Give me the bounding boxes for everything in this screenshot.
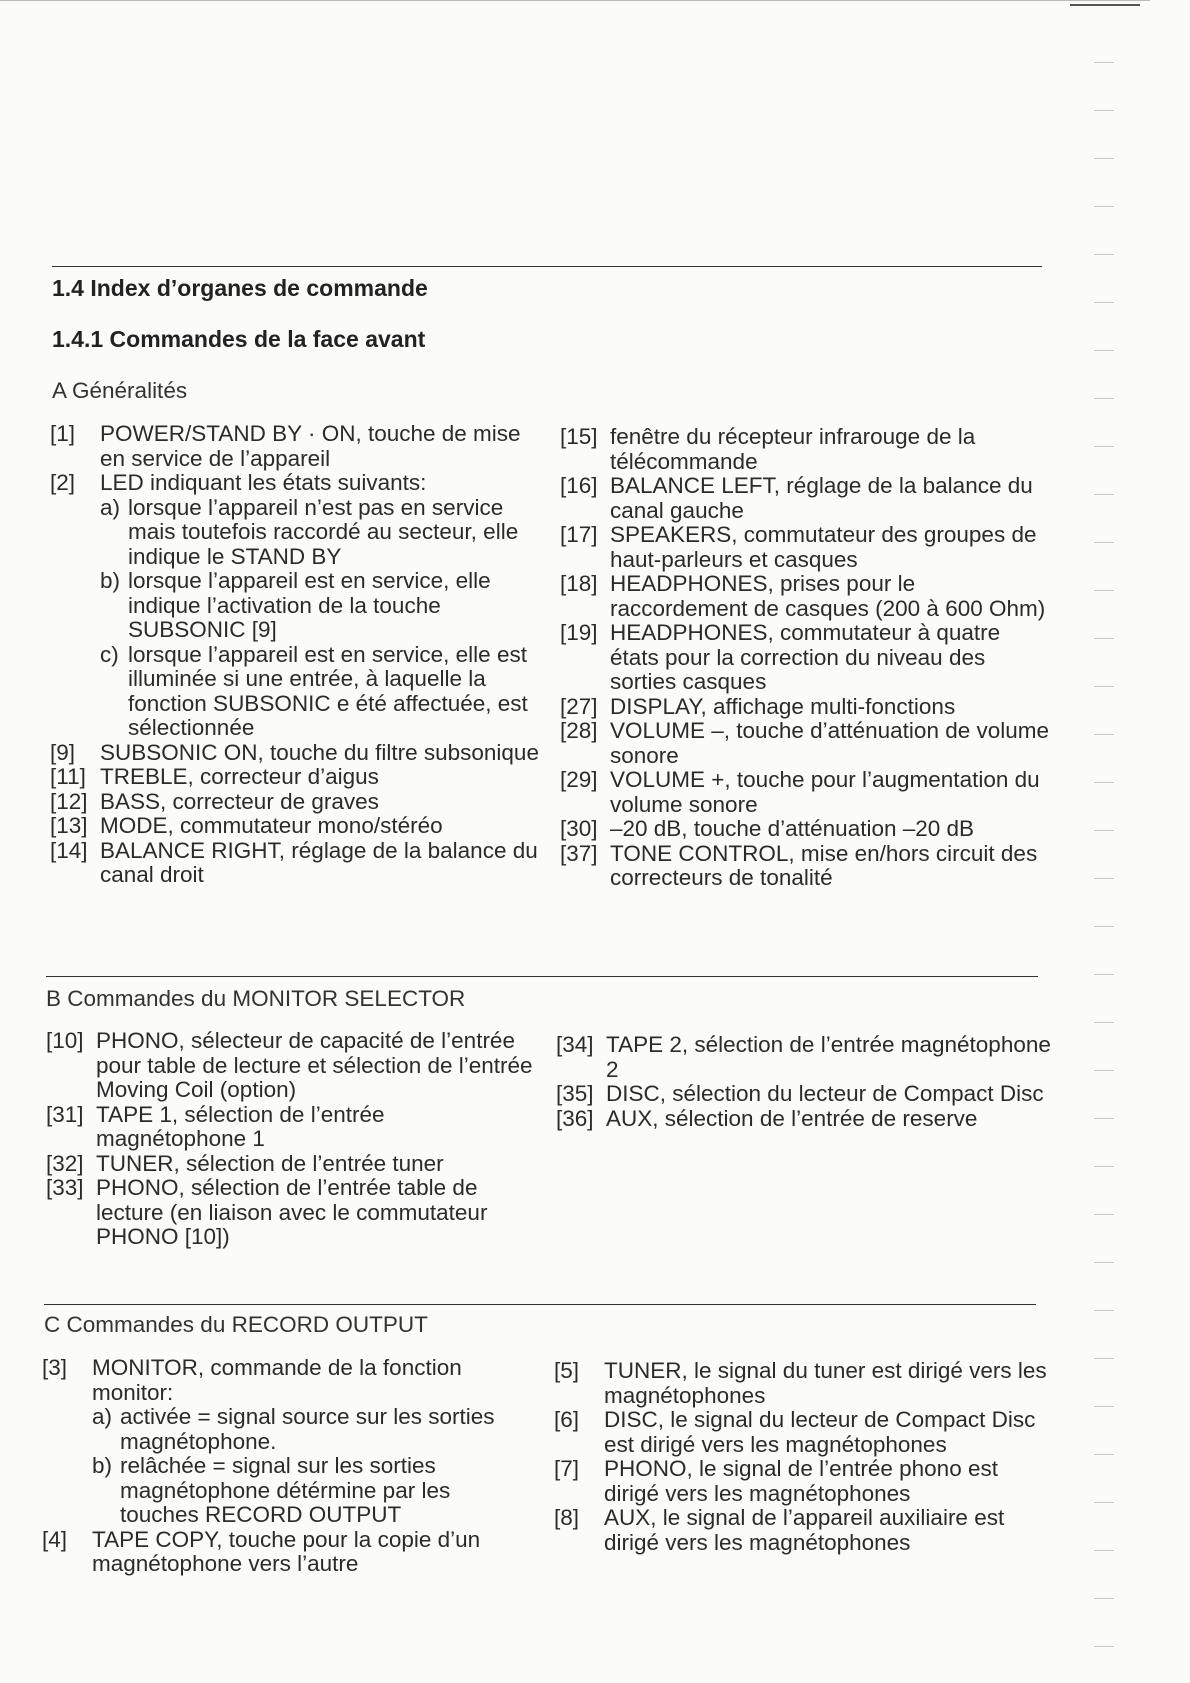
item-text: TUNER, le signal du tuner est dirigé vers les magnétophones	[604, 1358, 1047, 1408]
margin-tick	[1094, 158, 1114, 159]
list-item	[560, 695, 1055, 720]
item-text: TUNER, sélection de l’entrée tuner	[96, 1150, 444, 1176]
section-b-title: B Commandes du MONITOR SELECTOR	[46, 986, 466, 1011]
item-text: DISC, le signal du lecteur de Compact Disc est dirigé vers les magnétophones	[604, 1407, 1036, 1457]
item-text: AUX, sélection de l’entrée de reserve	[606, 1105, 978, 1131]
item-number: [19]	[560, 620, 598, 645]
list-item	[50, 765, 540, 790]
item-text: HEADPHONES, commutateur à quatre états pour la correction du niveau des sorties casques	[610, 620, 1001, 694]
item-text: PHONO, sélecteur de capacité de l’entrée pour table de lecture et sélection de l’entrée Moving Coil (option)	[96, 1028, 533, 1102]
list-item	[42, 1356, 532, 1528]
item-number: [14]	[50, 837, 88, 863]
item-number: [9]	[50, 739, 76, 765]
sub-item-text: lorsque l’appareil n’est pas en service mais toutefois raccordé au secteur, elle indique le STAND BY	[128, 494, 519, 569]
list-item	[560, 817, 1055, 842]
list-item	[46, 1029, 536, 1103]
item-text: MONITOR, commande de la fonction monitor:	[92, 1355, 462, 1405]
margin-tick	[1094, 638, 1114, 639]
sub-item-label: c)	[100, 641, 119, 667]
item-number: [1]	[50, 421, 76, 446]
item-number: [35]	[556, 1081, 594, 1106]
list-item	[560, 572, 1055, 621]
sub-item	[92, 1405, 532, 1454]
sub-item-label: b)	[100, 568, 121, 593]
item-text: DISC, sélection du lecteur de Compact Disc	[606, 1081, 1044, 1106]
list-item	[560, 523, 1055, 572]
item-number: [5]	[554, 1358, 580, 1383]
section-c-left-column	[42, 1356, 532, 1577]
item-text: fenêtre du récepteur infrarouge de la télécommande	[610, 424, 976, 474]
item-number: [13]	[50, 813, 88, 838]
section-b-left-column	[46, 1029, 536, 1250]
item-text: HEADPHONES, prises pour le raccordement de casques (200 à 600 Ohm)	[610, 571, 1046, 621]
margin-tick	[1094, 1310, 1114, 1311]
margin-tick	[1094, 1454, 1114, 1455]
item-number: [3]	[42, 1355, 68, 1380]
list-item	[560, 842, 1055, 891]
margin-tick	[1094, 878, 1114, 879]
section-b-right-column	[556, 1033, 1051, 1131]
list-item	[50, 790, 540, 815]
list-item	[554, 1408, 1049, 1457]
list-item	[556, 1033, 1051, 1082]
section-a-left-column	[50, 422, 540, 888]
sub-item-label: b)	[92, 1453, 113, 1478]
section-title: 1.4.1 Commandes de la face avant	[52, 326, 426, 352]
item-number: [36]	[556, 1105, 594, 1131]
margin-tick	[1094, 494, 1114, 495]
margin-tick	[1094, 1502, 1114, 1503]
item-text: SPEAKERS, commutateur des groupes de haut-parleurs et casques	[610, 522, 1037, 572]
item-text: DISPLAY, affichage multi-fonctions	[610, 693, 956, 719]
item-text: TAPE 1, sélection de l’entrée magnétophone 1	[96, 1101, 385, 1151]
list-item	[46, 1103, 536, 1152]
item-number: [31]	[46, 1101, 84, 1127]
sub-item-text: lorsque l’appareil est en service, elle est illuminée si une entrée, à laquelle la fonction SUBSONIC e été affectuée, est sélectionnée	[128, 641, 528, 740]
item-number: [33]	[46, 1175, 84, 1200]
sub-item	[100, 496, 540, 570]
list-item	[50, 814, 540, 839]
item-number: [15]	[560, 424, 598, 449]
section-a-title: A Généralités	[52, 378, 188, 403]
item-number: [11]	[50, 764, 86, 789]
margin-tick	[1094, 1598, 1114, 1599]
margin-tick	[1094, 62, 1114, 63]
section-c-right-column	[554, 1359, 1049, 1555]
item-number: [29]	[560, 767, 598, 792]
margin-tick	[1094, 782, 1114, 783]
margin-tick	[1094, 1166, 1114, 1167]
list-item	[50, 741, 540, 766]
sub-item-text: activée = signal source sur les sorties magnétophone.	[120, 1404, 495, 1454]
item-number: [17]	[560, 522, 598, 547]
item-number: [6]	[554, 1407, 580, 1432]
list-item	[556, 1082, 1051, 1107]
list-item	[560, 621, 1055, 695]
section-c-rule	[44, 1304, 1036, 1305]
margin-tick	[1094, 110, 1114, 111]
item-number: [34]	[556, 1032, 594, 1057]
sub-item-text: relâchée = signal sur les sorties magnétophone détérmine par les touches RECORD OUTPUT	[120, 1453, 451, 1527]
list-item	[46, 1152, 536, 1177]
item-number: [12]	[50, 788, 88, 814]
heading-rule	[52, 266, 1042, 267]
item-text: –20 dB, touche d’atténuation –20 dB	[610, 816, 975, 841]
item-text: BASS, correcteur de graves	[100, 788, 379, 814]
margin-tick	[1094, 1070, 1114, 1071]
list-item	[46, 1176, 536, 1250]
item-number: [27]	[560, 693, 598, 719]
item-text: TREBLE, correcteur d’aigus	[100, 764, 379, 789]
list-item	[560, 425, 1055, 474]
margin-tick	[1094, 350, 1114, 351]
item-text: TAPE COPY, touche pour la copie d’un magnétophone vers l’autre	[92, 1526, 481, 1576]
item-number: [30]	[560, 816, 598, 841]
item-text: BALANCE LEFT, réglage de la balance du canal gauche	[610, 473, 1033, 523]
margin-tick	[1094, 590, 1114, 591]
item-text: LED indiquant les états suivants:	[100, 470, 427, 495]
item-number: [37]	[560, 840, 598, 866]
margin-tick	[1094, 1406, 1114, 1407]
list-item	[50, 839, 540, 888]
margin-tick	[1094, 1118, 1114, 1119]
section-a-right-column	[560, 425, 1055, 891]
margin-tick	[1094, 974, 1114, 975]
margin-tick	[1094, 302, 1114, 303]
margin-tick	[1094, 1022, 1114, 1023]
item-number: [28]	[560, 718, 598, 743]
margin-tick	[1094, 1262, 1114, 1263]
item-text: TONE CONTROL, mise en/hors circuit des correcteurs de tonalité	[610, 840, 1038, 890]
item-number: [8]	[554, 1505, 580, 1530]
item-text: VOLUME –, touche d’atténuation de volume sonore	[610, 718, 1050, 768]
list-item	[50, 471, 540, 741]
item-number: [32]	[46, 1150, 84, 1176]
list-item	[50, 422, 540, 471]
item-number: [7]	[554, 1456, 580, 1481]
sub-item	[100, 569, 540, 643]
margin-ticks	[1094, 0, 1114, 1683]
sub-item	[92, 1454, 532, 1528]
margin-tick	[1094, 542, 1114, 543]
item-text: PHONO, sélection de l’entrée table de lecture (en liaison avec le commutateur PHONO [10])	[96, 1175, 488, 1249]
item-text: SUBSONIC ON, touche du filtre subsonique	[100, 739, 539, 765]
margin-tick	[1094, 1214, 1114, 1215]
sub-item-text: lorsque l’appareil est en service, elle indique l’activation de la touche SUBSONIC [9]	[128, 568, 491, 642]
margin-tick	[1094, 926, 1114, 927]
item-number: [10]	[46, 1028, 84, 1053]
top-edge-rule	[0, 0, 1150, 1]
margin-tick	[1094, 254, 1114, 255]
sub-item-label: a)	[100, 494, 121, 520]
margin-tick	[1094, 1550, 1114, 1551]
margin-tick	[1094, 1646, 1114, 1647]
item-text: PHONO, le signal de l’entrée phono est dirigé vers les magnétophones	[604, 1456, 998, 1506]
list-item	[554, 1506, 1049, 1555]
item-number: [18]	[560, 571, 598, 596]
item-text: VOLUME +, touche pour l’augmentation du volume sonore	[610, 767, 1040, 817]
list-item	[560, 768, 1055, 817]
item-text: MODE, commutateur mono/stéréo	[100, 813, 443, 838]
item-number: [16]	[560, 473, 598, 498]
margin-tick	[1094, 830, 1114, 831]
item-text: BALANCE RIGHT, réglage de la balance du canal droit	[100, 837, 538, 887]
margin-tick	[1094, 446, 1114, 447]
list-item	[560, 474, 1055, 523]
list-item	[556, 1107, 1051, 1132]
item-number: [4]	[42, 1526, 68, 1552]
page-title: 1.4 Index d’organes de commande	[52, 275, 428, 301]
sub-item	[100, 643, 540, 741]
list-item	[554, 1359, 1049, 1408]
margin-tick	[1094, 398, 1114, 399]
list-item	[560, 719, 1055, 768]
margin-tick	[1094, 686, 1114, 687]
item-text: POWER/STAND BY · ON, touche de mise en service de l’appareil	[100, 421, 521, 471]
margin-tick	[1094, 206, 1114, 207]
margin-tick	[1094, 1358, 1114, 1359]
list-item	[554, 1457, 1049, 1506]
item-number: [2]	[50, 470, 76, 495]
section-c-title: C Commandes du RECORD OUTPUT	[44, 1312, 428, 1337]
margin-tick	[1094, 734, 1114, 735]
list-item	[42, 1528, 532, 1577]
item-text: TAPE 2, sélection de l’entrée magnétophone 2	[606, 1032, 1051, 1082]
item-text: AUX, le signal de l’appareil auxiliaire est dirigé vers les magnétophones	[604, 1505, 1005, 1555]
section-b-rule	[46, 976, 1038, 977]
sub-item-label: a)	[92, 1404, 113, 1429]
